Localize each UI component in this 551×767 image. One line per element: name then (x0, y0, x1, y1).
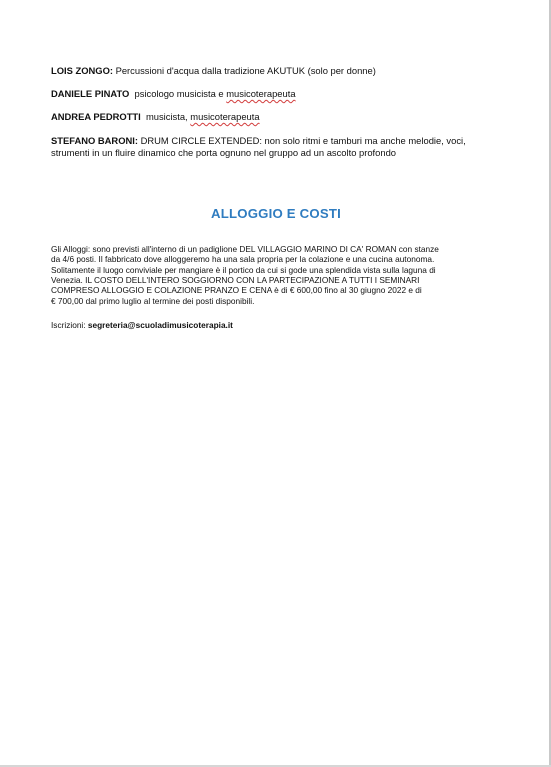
speaker-name: DANIELE PINATO (51, 88, 130, 99)
registration-line (51, 320, 503, 330)
spellcheck-word: musicoterapeuta (226, 88, 296, 99)
speaker-name: STEFANO BARONI: (51, 135, 138, 146)
registration-label: Iscrizioni: (51, 320, 88, 330)
speaker-name: LOIS ZONGO: (51, 65, 113, 76)
paragraph-line: COMPRESO ALLOGGIO E COLAZIONE PRANZO E CENA è di € 600,00 fino al 30 giugno 2022 e di (51, 285, 422, 296)
speaker-description: DRUM CIRCLE EXTENDED: non solo ritmi e tamburi ma anche melodie, voci, strumenti in un fluire dinamico che porta ognuno nel gruppo ad un ascolto profondo (51, 135, 466, 158)
speaker-description: musicista, (140, 111, 191, 122)
paragraph-line: da 4/6 posti. Il fabbricato dove alloggeremo ha una sala propria per la colazione e una cucina autonoma. (51, 254, 435, 265)
registration-email-link[interactable]: segreteria@scuoladimusicoterapia.it (87, 320, 233, 330)
speaker-stefano-baroni (51, 135, 506, 158)
speaker-description: Percussioni d'acqua dalla tradizione AKUTUK (solo per donne) (112, 65, 376, 76)
section-title: ALLOGGIO E COSTI (211, 206, 341, 221)
speaker-andrea-pedrotti (51, 111, 506, 123)
paragraph-line: Venezia. IL COSTO DELL'INTERO SOGGIORNO CON LA PARTECIPAZIONE A TUTTI I SEMINARI (51, 275, 420, 286)
paragraph-line: € 700,00 dal primo luglio al termine dei posti disponibili. (51, 295, 255, 306)
speaker-lois-zongo (51, 65, 506, 77)
spellcheck-word: musicoterapeuta (190, 111, 260, 122)
paragraph-line: Gli Alloggi: sono previsti all'interno di un padiglione DEL VILLAGGIO MARINO DI CA' ROMAN con stanze (51, 244, 439, 254)
speaker-daniele-pinato (51, 88, 506, 100)
speaker-name: ANDREA PEDROTTI (51, 111, 141, 122)
paragraph-line: Solitamente il luogo conviviale per mangiare è il portico da cui si gode una splendida vista sulla laguna di (51, 264, 436, 275)
accommodation-paragraph (51, 244, 503, 306)
speaker-description: psicologo musicista e (129, 88, 227, 99)
